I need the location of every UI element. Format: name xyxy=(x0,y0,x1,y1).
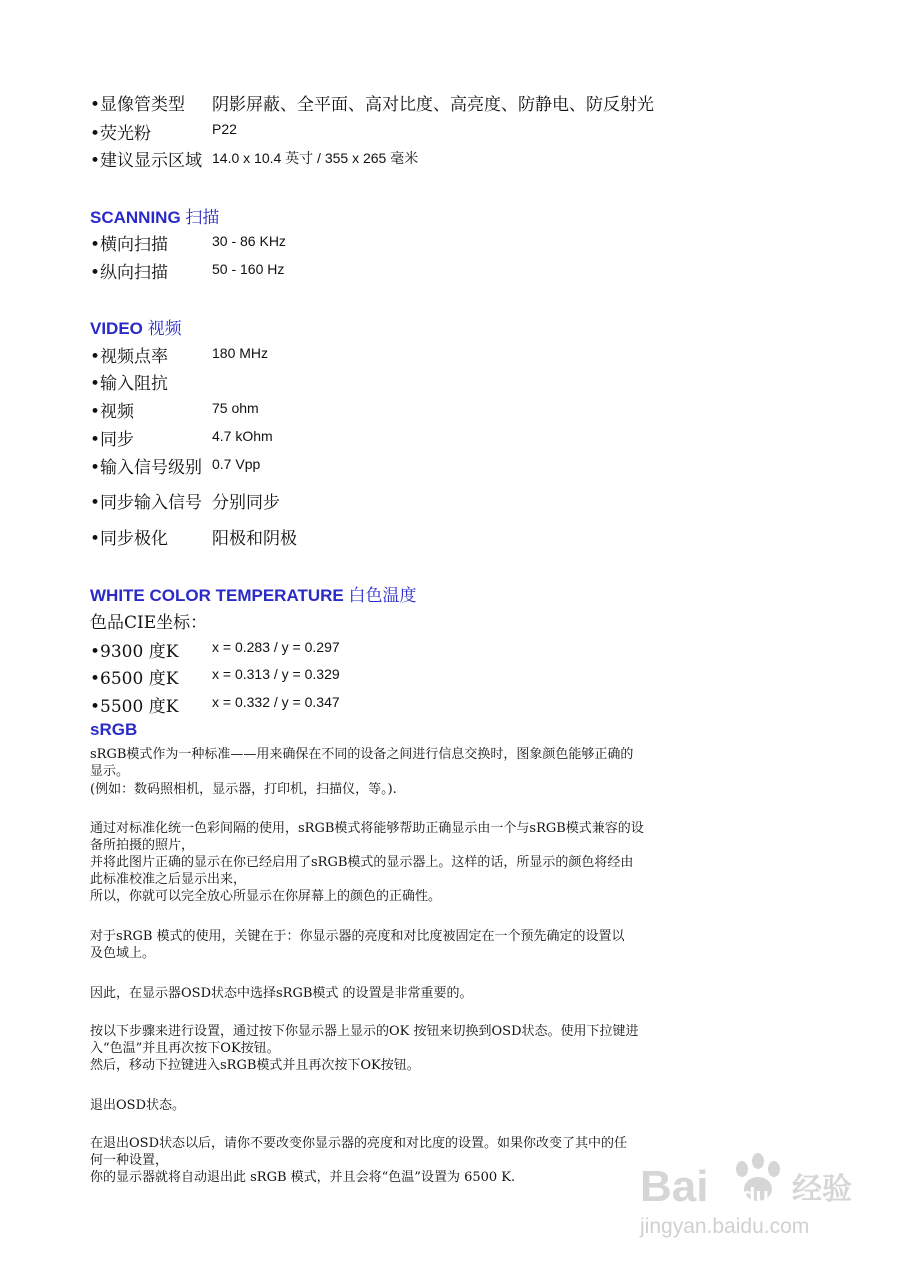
paragraph-line: 并将此图片正确的显示在你已经启用了sRGB模式的显示器上。这样的话，所显示的颜色将经由 xyxy=(90,855,634,870)
heading-cn: 扫描 xyxy=(185,208,220,228)
paragraph-line: 按以下步骤来进行设置，通过按下你显示器上显示的OK 按钮来切换到OSD状态。使用下拉键进 xyxy=(90,1024,639,1039)
spec-value: 0.7 Vpp xyxy=(212,456,261,472)
spec-value: 4.7 kOhm xyxy=(212,428,273,444)
section-heading-srgb: sRGB xyxy=(90,720,138,739)
section-heading-white xyxy=(90,581,416,606)
heading-cn: 视频 xyxy=(147,319,182,339)
spec-value: 分别同步 xyxy=(212,493,280,513)
paragraph-line: 退出OSD状态。 xyxy=(90,1098,185,1113)
svg-text:Bai: Bai xyxy=(640,1162,709,1211)
spec-label: •5500 度K xyxy=(90,697,179,717)
spec-value: 30 - 86 KHz xyxy=(212,233,286,249)
spec-label: •横向扫描 xyxy=(90,235,169,255)
heading-en: SCANNING xyxy=(90,208,181,227)
spec-label: •荧光粉 xyxy=(90,124,152,144)
spec-value: x = 0.313 / y = 0.329 xyxy=(212,666,340,682)
paragraph-line: sRGB模式作为一种标准——用来确保在不同的设备之间进行信息交换时，图象颜色能够正确的 xyxy=(90,747,634,762)
heading-cn: 白色温度 xyxy=(348,586,417,606)
paragraph-line: 在退出OSD状态以后，请你不要改变你显示器的亮度和对比度的设置。如果你改变了其中的任 xyxy=(90,1136,627,1151)
spec-label: •输入阻抗 xyxy=(90,374,169,394)
spec-label: •视频 xyxy=(90,402,135,422)
paragraph-line: 何一种设置， xyxy=(90,1153,169,1168)
spec-label: •输入信号级别 xyxy=(90,458,203,478)
spec-label: •视频点率 xyxy=(90,347,169,367)
spec-label: •6500 度K xyxy=(90,669,179,689)
spec-label: •显像管类型 xyxy=(90,95,186,115)
baidu-logo xyxy=(630,1145,870,1215)
svg-text:经验: 经验 xyxy=(792,1172,852,1207)
section-heading-scanning xyxy=(90,203,219,228)
spec-label: •纵向扫描 xyxy=(90,263,169,283)
spec-value: P22 xyxy=(212,121,237,137)
paragraph-line: 你的显示器就将自动退出此 sRGB 模式，并且会将“色温”设置为 6500 K. xyxy=(90,1170,516,1185)
cie-subtitle: 色品CIE坐标： xyxy=(90,613,208,633)
paragraph-line: 此标准校准之后显示出来， xyxy=(90,872,247,887)
heading-en: WHITE COLOR TEMPERATURE xyxy=(90,586,344,605)
watermark-url: jingyan.baidu.com xyxy=(640,1215,810,1238)
paragraph-line: 然后，移动下拉键进入sRGB模式并且再次按下OK按钮。 xyxy=(90,1058,420,1073)
spec-value: x = 0.332 / y = 0.347 xyxy=(212,694,340,710)
spec-value: 阳极和阴极 xyxy=(212,529,297,549)
paragraph-line: 通过对标准化统一色彩间隔的使用，sRGB模式将能够帮助正确显示由一个与sRGB模式兼容的设 xyxy=(90,821,644,836)
paragraph-line: 备所拍摄的照片， xyxy=(90,838,195,853)
section-heading-video xyxy=(90,314,182,339)
spec-value: 180 MHz xyxy=(212,345,269,361)
spec-label: •建议显示区域 xyxy=(90,151,203,171)
spec-label: •同步极化 xyxy=(90,529,169,549)
svg-text:du: du xyxy=(742,1183,769,1208)
paragraph-line: (例如：数码照相机，显示器，打印机，扫描仪，等。). xyxy=(90,782,397,797)
spec-value: x = 0.283 / y = 0.297 xyxy=(212,639,340,655)
spec-value: 14.0 x 10.4 英寸 / 355 x 265 毫米 xyxy=(212,150,419,166)
paragraph-line: 显示。 xyxy=(90,764,130,779)
paragraph-line: 所以，你就可以完全放心所显示在你屏幕上的颜色的正确性。 xyxy=(90,889,442,904)
paragraph-line: 因此，在显示器OSD状态中选择sRGB模式 的设置是非常重要的。 xyxy=(90,986,473,1001)
spec-value: 50 - 160 Hz xyxy=(212,261,285,277)
spec-value: 75 ohm xyxy=(212,400,259,416)
baidu-jingyan-watermark xyxy=(630,1145,870,1255)
spec-value: 阴影屏蔽、全平面、高对比度、高亮度、防静电、防反射光 xyxy=(212,95,654,115)
spec-label: •同步 xyxy=(90,430,135,450)
spec-label: •同步输入信号 xyxy=(90,493,203,513)
heading-en: VIDEO xyxy=(90,319,143,338)
paragraph-line: 及色域上。 xyxy=(90,946,156,961)
spec-label: •9300 度K xyxy=(90,642,179,662)
paragraph-line: 对于sRGB 模式的使用，关键在于：你显示器的亮度和对比度被固定在一个预先确定的设置以 xyxy=(90,929,625,944)
paragraph-line: 入“色温”并且再次按下OK按钮。 xyxy=(90,1041,280,1056)
